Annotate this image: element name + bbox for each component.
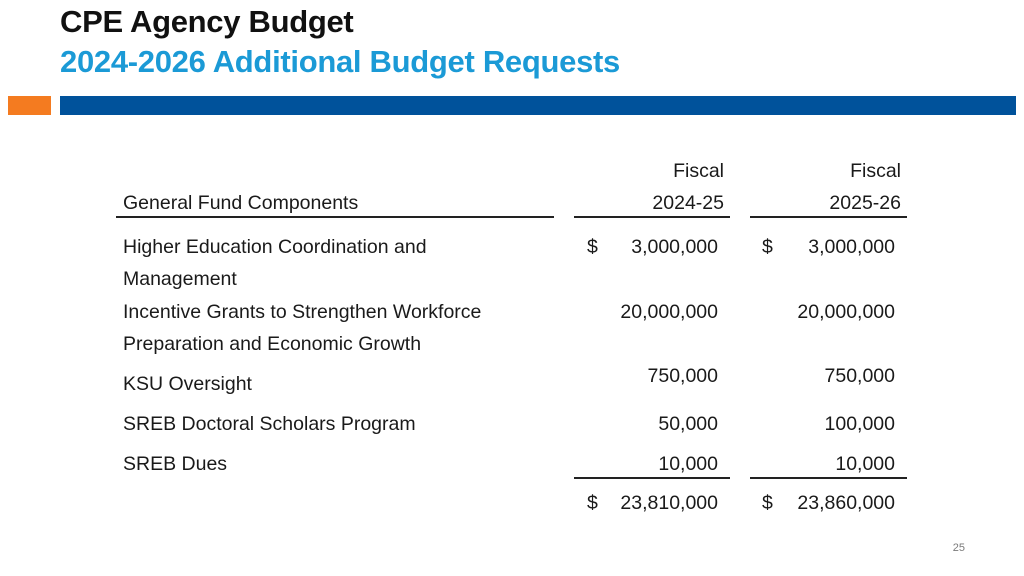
page-number: 25 — [952, 542, 965, 554]
header-rule-fy2425 — [574, 216, 730, 218]
row-label: SREB Doctoral Scholars Program — [123, 413, 416, 435]
dollar-sign: $ — [762, 492, 773, 514]
accent-bar-orange — [8, 96, 51, 115]
slide-subtitle: 2024-2026 Additional Budget Requests — [60, 44, 620, 79]
total-rule-fy2425 — [574, 477, 730, 479]
row-label-cont: Preparation and Economic Growth — [123, 333, 422, 355]
component-header: General Fund Components — [123, 192, 359, 214]
total-fy2526: 23,860,000 — [797, 492, 895, 514]
row-label: SREB Dues — [123, 453, 228, 475]
dollar-sign: $ — [762, 236, 773, 258]
row-label: Higher Education Coordination and — [123, 236, 427, 258]
col-header-fy2425-line1: Fiscal — [673, 160, 724, 182]
row-label-cont: Management — [123, 268, 237, 290]
dollar-sign: $ — [587, 492, 598, 514]
header-rule-label — [116, 216, 554, 218]
value-fy2526: 20,000,000 — [797, 301, 895, 323]
row-label: KSU Oversight — [123, 373, 252, 395]
total-rule-fy2526 — [750, 477, 907, 479]
col-header-fy2526-line2: 2025-26 — [829, 192, 901, 214]
value-fy2425: 10,000 — [658, 453, 718, 475]
value-fy2526: 3,000,000 — [808, 236, 895, 258]
value-fy2526: 10,000 — [835, 453, 895, 475]
slide-title: CPE Agency Budget — [60, 4, 354, 39]
total-fy2425: 23,810,000 — [620, 492, 718, 514]
value-fy2425: 50,000 — [658, 413, 718, 435]
value-fy2526: 750,000 — [824, 365, 895, 387]
col-header-fy2526-line1: Fiscal — [850, 160, 901, 182]
dollar-sign: $ — [587, 236, 598, 258]
value-fy2526: 100,000 — [824, 413, 895, 435]
value-fy2425: 750,000 — [647, 365, 718, 387]
row-label: Incentive Grants to Strengthen Workforce — [123, 301, 482, 323]
value-fy2425: 20,000,000 — [620, 301, 718, 323]
header-rule-fy2526 — [750, 216, 907, 218]
col-header-fy2425-line2: 2024-25 — [652, 192, 724, 214]
accent-bar-blue — [60, 96, 1016, 115]
value-fy2425: 3,000,000 — [631, 236, 718, 258]
